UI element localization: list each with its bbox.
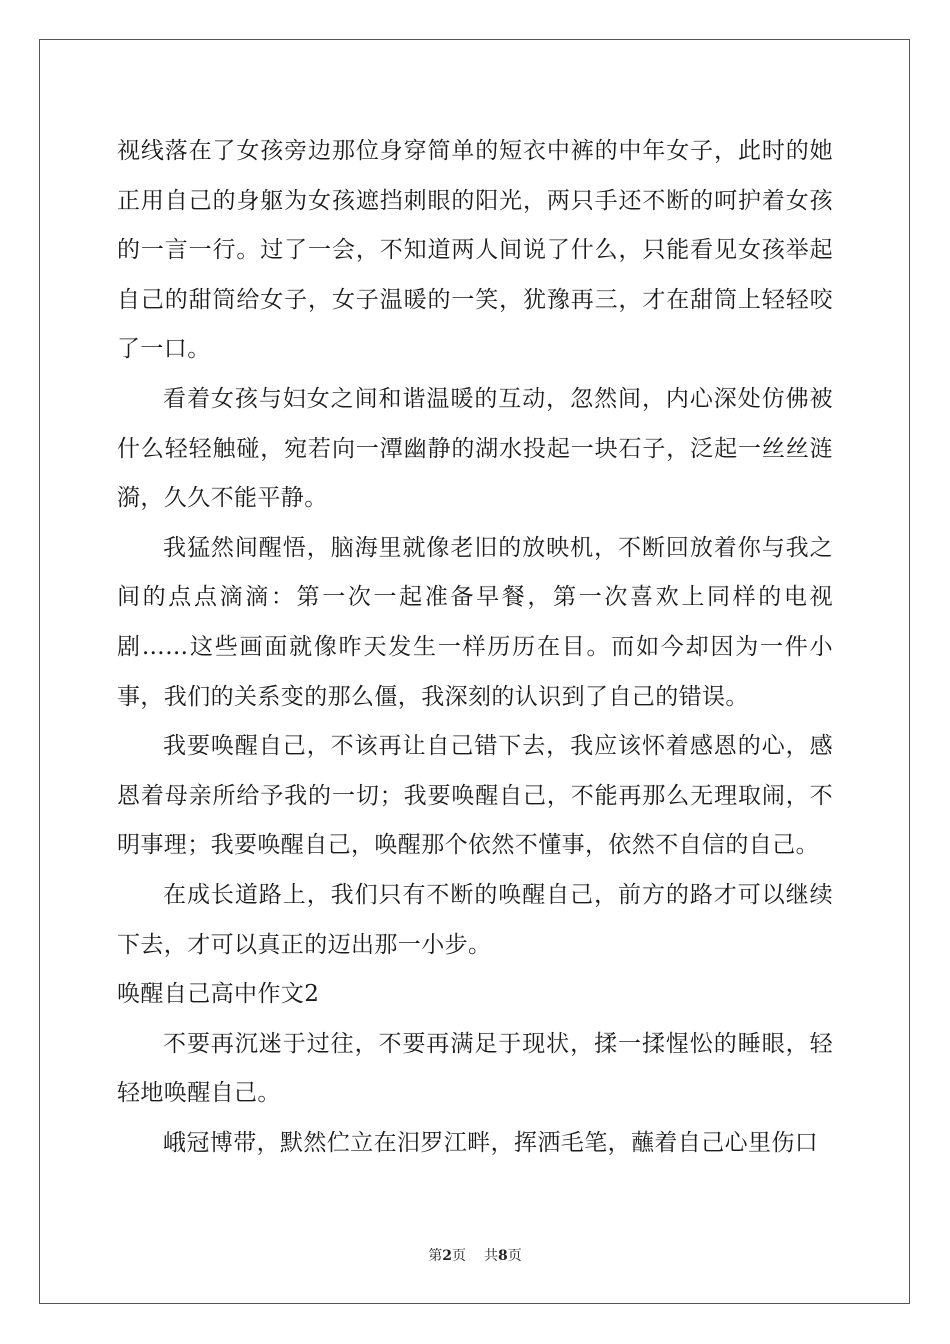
page-total: 8 bbox=[498, 1248, 508, 1264]
page-footer bbox=[0, 1247, 950, 1265]
paragraph-2: 看着女孩与妇女之间和谐温暖的互动，忽然间，内心深处仿佛被什么轻轻触碰，宛若向一潭幽静的湖水投起一块石子，泛起一丝丝涟漪，久久不能平静。 bbox=[117, 385, 833, 512]
document-body bbox=[117, 127, 833, 1168]
paragraph-1: 视线落在了女孩旁边那位身穿简单的短衣中裤的中年女子，此时的她正用自己的身躯为女孩遮挡刺眼的阳光，两只手还不断的呵护着女孩的一言一行。过了一会，不知道两人间说了什么，只能看见女孩举起自己的甜筒给女子，女子温暖的一笑，犹豫再三，才在甜筒上轻轻咬了一口。 bbox=[117, 138, 833, 363]
section-heading: 唤醒自己高中作文2 bbox=[117, 981, 320, 1008]
page-current: 2 bbox=[442, 1248, 452, 1264]
page-prefix: 第 bbox=[428, 1248, 443, 1264]
paragraph-4: 我要唤醒自己，不该再让自己错下去，我应该怀着感恩的心，感恩着母亲所给予我的一切；我要唤醒自己，不能再那么无理取闹，不明事理；我要唤醒自己，唤醒那个依然不懂事，依然不自信的自己。 bbox=[117, 733, 833, 859]
paragraph-7: 峨冠博带，默然伫立在汨罗江畔，挥洒毛笔，蘸着自己心里伤口 bbox=[163, 1129, 819, 1156]
paragraph-3: 我猛然间醒悟，脑海里就像老旧的放映机，不断回放着你与我之间的点点滴滴：第一次一起准备早餐，第一次喜欢上同样的电视剧……这些画面就像昨天发生一样历历在目。而如今却因为一件小事，我们的关系变的那么僵，我深刻的认识到了自己的错误。 bbox=[117, 534, 833, 710]
total-prefix: 共 bbox=[484, 1248, 498, 1264]
paragraph-6: 不要再沉迷于过往，不要再满足于现状，揉一揉惺忪的睡眼，轻轻地唤醒自己。 bbox=[117, 1030, 833, 1107]
total-suffix: 页 bbox=[507, 1248, 522, 1264]
paragraph-5: 在成长道路上，我们只有不断的唤醒自己，前方的路才可以继续下去，才可以真正的迈出那一小步。 bbox=[117, 881, 833, 958]
page-suffix: 页 bbox=[452, 1248, 466, 1264]
